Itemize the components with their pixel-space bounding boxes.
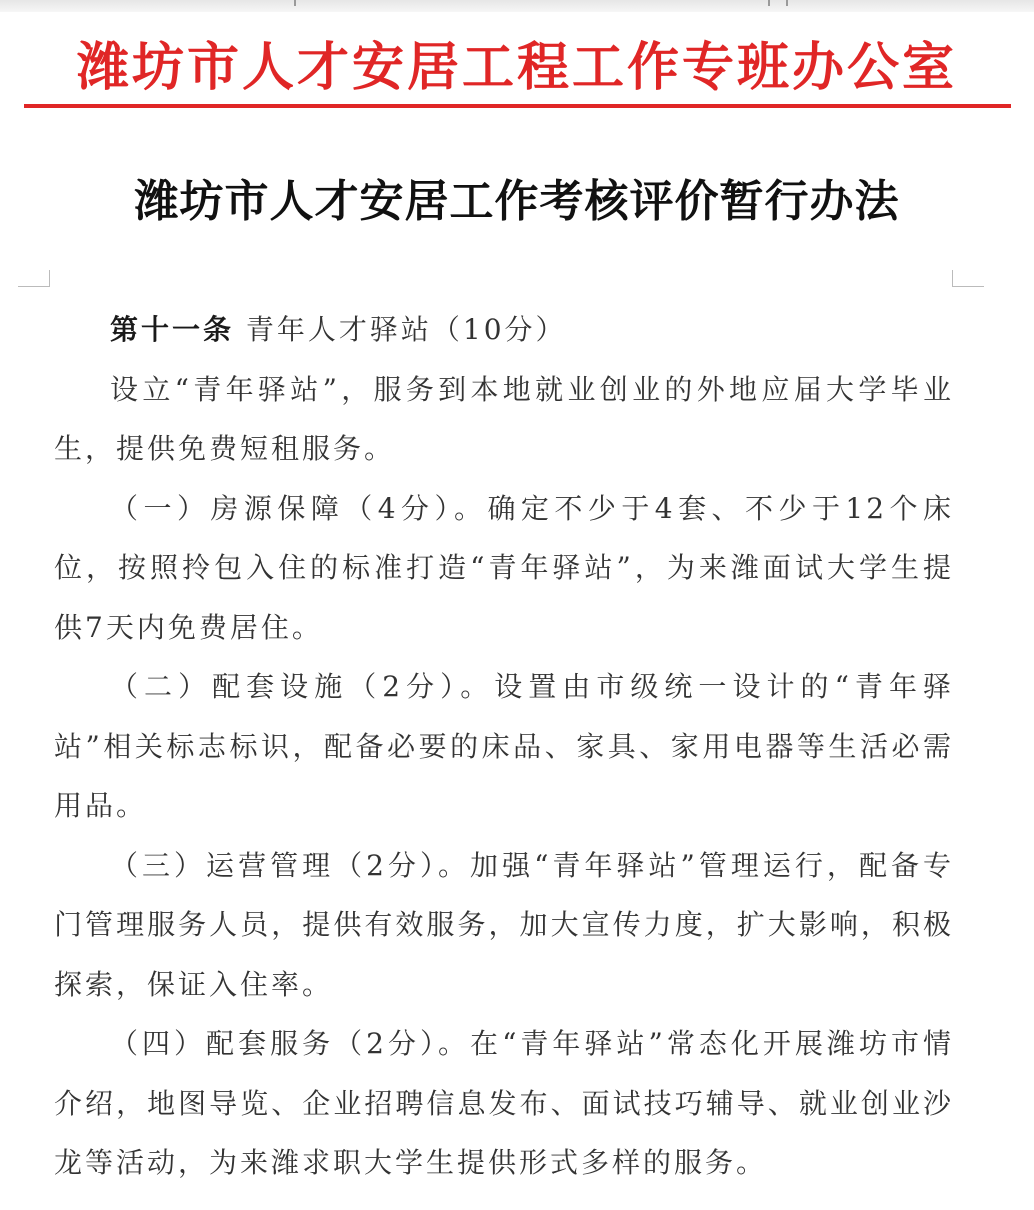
office-letterhead: 潍坊市人才安居工程工作专班办公室 xyxy=(76,36,957,98)
article-title: 青年人才驿站（10分） xyxy=(245,313,567,346)
paragraph: （三）运营管理（2分）。加强“青年驿站”管理运行，配备专门管理服务人员，提供有效服务，加大宣传力度，扩大影响，积极探索，保证入住率。 xyxy=(54,848,954,1001)
top-page-strip xyxy=(0,0,1034,12)
paragraph: 设立“青年驿站”，服务到本地就业创业的外地应届大学毕业生，提供免费短租服务。 xyxy=(54,372,954,465)
margin-corner-mark xyxy=(952,286,984,287)
document-body xyxy=(54,300,954,1193)
document-title: 潍坊市人才安居工作考核评价暂行办法 xyxy=(134,176,900,227)
paragraph: （四）配套服务（2分）。在“青年驿站”常态化开展潍坊市情介绍，地图导览、企业招聘信息发布、面试技巧辅导、就业创业沙龙等活动，为来潍求职大学生提供形式多样的服务。 xyxy=(54,1027,954,1179)
margin-corner-mark xyxy=(49,270,50,286)
letterhead-red-rule xyxy=(24,104,1011,108)
article-heading xyxy=(54,300,954,360)
page-edge-mark xyxy=(786,0,788,6)
margin-corner-mark xyxy=(952,270,953,286)
paragraph: （二）配套设施（2分）。设置由市级统一设计的“青年驿站”相关标志标识，配备必要的床品、家具、家用电器等生活必需用品。 xyxy=(54,670,954,822)
paragraph: （一）房源保障（4分）。确定不少于4套、不少于12个床位，按照拎包入住的标准打造“青年驿站”，为来潍面试大学生提供7天内免费居住。 xyxy=(54,491,954,644)
page-edge-mark xyxy=(768,0,770,6)
article-number: 第十一条 xyxy=(110,313,235,346)
page-edge-mark xyxy=(294,0,296,6)
margin-corner-mark xyxy=(18,286,50,287)
